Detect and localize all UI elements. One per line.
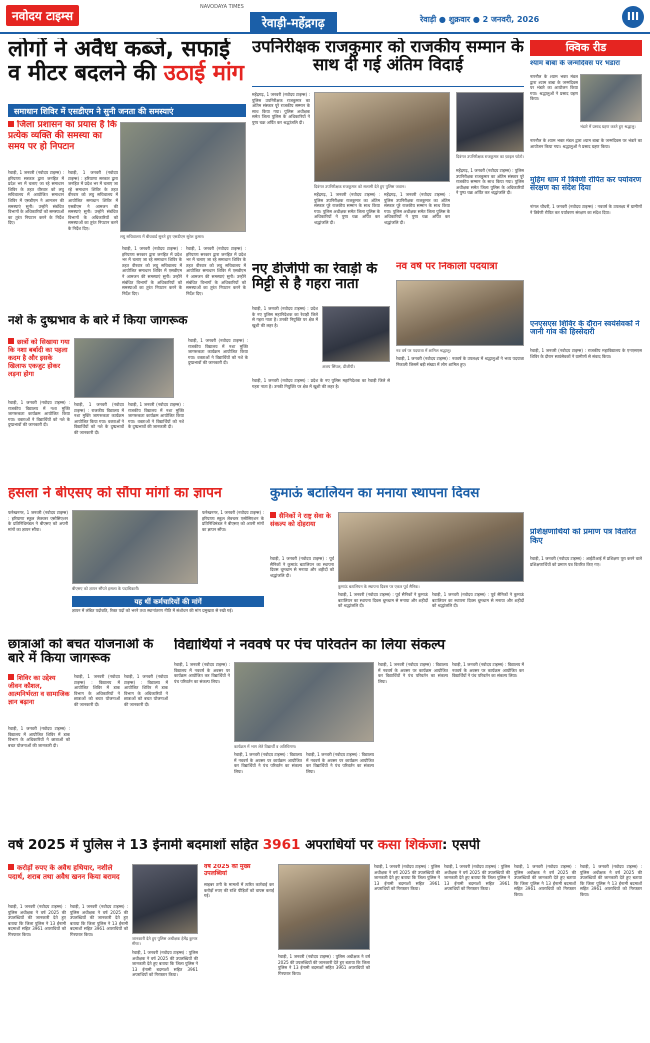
padyatra-body: रेवाड़ी, 1 जनवरी (नवोदय टाइम्स) : नववर्ष के उपलक्ष्य में श्रद्धालुओं ने भव्य पदयात्रा निकाली जिसमें बड़ी संख्या में लोग शामिल हुए। bbox=[396, 356, 524, 367]
police-headline-accent: कसा शिकंजा bbox=[377, 838, 443, 853]
vidyarthi-photo bbox=[234, 662, 374, 742]
vidyarthi-body-col5: रेवाड़ी, 1 जनवरी (नवोदय टाइम्स) : विद्यालय में नववर्ष के अवसर पर कार्यक्रम आयोजित कर विद्यार्थियों ने पंच परिवर्तन का संकल्प लिया। bbox=[452, 662, 524, 679]
vidyarthi-headline: विद्यार्थियों ने नववर्ष पर पंच परिवर्तन का लिया संकल्प bbox=[174, 638, 446, 653]
top-story-body-col2: महेंद्रगढ़, 1 जनवरी (नवोदय टाइम्स) : पुलिस उपनिरीक्षक राजकुमार का अंतिम संस्कार पूरे राजकीय सम्मान के साथ किया गया। पुलिस अधीक्षक समेत जिला पुलिस के अधिकारियों ने पुष्प चक्र अर्पित कर श्रद्धांजलि दी। bbox=[314, 192, 380, 225]
vidyarthi-body-col3: रेवाड़ी, 1 जनवरी (नवोदय टाइम्स) : विद्यालय में नववर्ष के अवसर पर कार्यक्रम आयोजित कर विद्यार्थियों ने पंच परिवर्तन का संकल्प लिया। bbox=[306, 752, 374, 774]
police-box-body: साइबर ठगी के मामलों में त्वरित कार्रवाई कर करोड़ों रुपए की राशि पीड़ितों को वापस कराई गई। bbox=[204, 882, 274, 899]
police-body-col3: रेवाड़ी, 1 जनवरी (नवोदय टाइम्स) : पुलिस अधीक्षक ने वर्ष 2025 की उपलब्धियों की जानकारी देते हुए बताया कि जिला पुलिस ने 13 ईनामी बदमाशों सहित 3961 अपराधियों को गिरफ्तार किया। bbox=[132, 950, 198, 978]
top-story-photo bbox=[314, 92, 450, 182]
lead-body-col3: रेवाड़ी, 1 जनवरी (नवोदय टाइम्स) : हरियाणा सरकार द्वारा जनहित में प्रदेश भर में चलाए जा रहे समाधान शिविर के तहत वीरवार को लघु सचिवालय में आयोजित समाधान शिविर में एसडीएम ने आमजन की समस्याएं सुनी। उन्होंने संबंधित विभागों के अधिकारियों को समस्याओं का तुरंत निपटान करने के निर्देश दिए। bbox=[122, 246, 182, 296]
quick-read-title-2: मुहिम धाम में त्रिवेणी रोपित कर पर्यावरण संरक्षण का संदेश दिया bbox=[530, 176, 642, 193]
lead-photo bbox=[120, 122, 246, 232]
bullet-square-icon bbox=[8, 338, 14, 344]
quick-read-caption-1: भंडारे में प्रसाद ग्रहण करते हुए श्रद्धालु। bbox=[580, 124, 636, 129]
nasha-body-col3: रेवाड़ी, 1 जनवरी (नवोदय टाइम्स) : राजकीय विद्यालय में नशा मुक्ति जागरूकता कार्यक्रम आयोजित किया गया। वक्ताओं ने विद्यार्थियों को नशे के दुष्प्रभावों की जानकारी दी। bbox=[128, 402, 184, 430]
padyatra-photo bbox=[396, 280, 524, 346]
police-exhibit-photo bbox=[278, 864, 370, 950]
paper-name: नवोदय टाइम्स bbox=[6, 5, 79, 26]
police-body-col1: रेवाड़ी, 1 जनवरी (नवोदय टाइम्स) : पुलिस अधीक्षक ने वर्ष 2025 की उपलब्धियों की जानकारी देते हुए बताया कि जिला पुलिस ने 13 ईनामी बदमाशों सहित 3961 अपराधियों को गिरफ्तार किया। bbox=[8, 904, 66, 937]
police-headline-main: वर्ष 2025 में पुलिस ने 13 ईनामी बदमाशों सहित bbox=[8, 838, 259, 853]
padyatra-headline: नव वर्ष पर निकाली पदयात्रा bbox=[396, 262, 498, 272]
vidyarthi-body-col4: रेवाड़ी, 1 जनवरी (नवोदय टाइम्स) : विद्यालय में नववर्ष के अवसर पर कार्यक्रम आयोजित कर विद्यार्थियों ने पंच परिवर्तन का संकल्प लिया। bbox=[378, 662, 448, 684]
top-story-headline: उपनिरीक्षक राजकुमार को राजकीय सम्मान के साथ दी गई अंतिम विदाई bbox=[252, 38, 524, 74]
quick-read-body-2: नांगल चौधरी, 1 जनवरी (नवोदय टाइम्स) : नववर्ष के उपलक्ष्य में ग्रामीणों ने त्रिवेणी रोपित कर पर्यावरण संरक्षण का संदेश दिया। bbox=[530, 204, 642, 215]
dgp-body-col2: रेवाड़ी, 1 जनवरी (नवोदय टाइम्स) : प्रदेश के नए पुलिस महानिदेशक का रेवाड़ी जिले से गहरा नाता है। उनकी नियुक्ति पर क्षेत्र में खुशी की लहर है। bbox=[252, 378, 390, 389]
police-headline-number: 3961 bbox=[262, 838, 301, 853]
police-body-col6: रेवाड़ी, 1 जनवरी (नवोदय टाइम्स) : पुलिस अधीक्षक ने वर्ष 2025 की उपलब्धियों की जानकारी देते हुए बताया कि जिला पुलिस ने 13 ईनामी बदमाशों सहित 3961 अपराधियों को गिरफ्तार किया। bbox=[444, 864, 510, 892]
police-body-col2: रेवाड़ी, 1 जनवरी (नवोदय टाइम्स) : पुलिस अधीक्षक ने वर्ष 2025 की उपलब्धियों की जानकारी देते हुए बताया कि जिला पुलिस ने 13 ईनामी बदमाशों सहित 3961 अपराधियों को गिरफ्तार किया। bbox=[70, 904, 128, 937]
bea-body-col1: फर्रुखनगर, 1 जनवरी (नवोदय टाइम्स) : हरियाणा स्कूल लेक्चरर एसोसिएशन के प्रतिनिधिमंडल ने बीएसए को अपनी मांगों का ज्ञापन सौंपा। bbox=[8, 510, 68, 532]
police-subhead bbox=[8, 864, 128, 900]
police-portrait bbox=[132, 864, 198, 934]
lead-caption: लघु सचिवालय में बीचवार्ड सुनते हुए एसडीएम सुरेश कुमार। bbox=[120, 234, 205, 239]
kumaon-subhead bbox=[270, 512, 334, 552]
kumaon-photo bbox=[338, 512, 524, 582]
police-body-col5: रेवाड़ी, 1 जनवरी (नवोदय टाइम्स) : पुलिस अधीक्षक ने वर्ष 2025 की उपलब्धियों की जानकारी देते हुए बताया कि जिला पुलिस ने 13 ईनामी बदमाशों सहित 3961 अपराधियों को गिरफ्तार किया। bbox=[374, 864, 440, 892]
kumaon-subhead-text: सैनिकों ने राष्ट्र सेवा के संकल्प को दोहराया bbox=[270, 512, 331, 528]
police-headline bbox=[8, 838, 642, 860]
nasha-subhead bbox=[8, 338, 70, 396]
nasha-photo bbox=[74, 338, 174, 398]
nasha-body-col4: रेवाड़ी, 1 जनवरी (नवोदय टाइम्स) : राजकीय विद्यालय में नशा मुक्ति जागरूकता कार्यक्रम आयोजित किया गया। वक्ताओं ने विद्यार्थियों को नशे के दुष्प्रभावों की जानकारी दी। bbox=[188, 338, 248, 366]
lead-strip: समाधान शिविर में एसडीएम ने सुनी जनता की समस्याएं bbox=[8, 104, 246, 117]
masthead bbox=[0, 0, 650, 34]
quick-read-title-4: प्रशिक्षणार्थियों को प्रमाण पत्र वितरित किए bbox=[530, 528, 637, 545]
bea-demands-strip: यह थीं कर्मचारियों की मांगें bbox=[72, 596, 264, 607]
quick-read-title-3: एनएसएस शिविर के दौरान स्वयंसेवकों ने जानी गांव की हिस्सेदारी bbox=[530, 320, 640, 337]
savings-subhead-text: शिविर का उद्देश्य जीवन कौशल, आत्मनिर्भरता व सामाजिक ज्ञान बढ़ाना bbox=[8, 674, 70, 706]
quick-read-body-1b: नारनौल के श्याम भक्त मंडल द्वारा श्याम बाबा के जन्मदिवस पर भंडारे का आयोजन किया गया। श्रद्धालुओं ने प्रसाद ग्रहण किया। bbox=[530, 138, 642, 149]
police-headline-mid: अपराधियों पर bbox=[305, 838, 374, 853]
lead-body-col2: रेवाड़ी, 1 जनवरी (नवोदय टाइम्स) : हरियाणा सरकार द्वारा जनहित में प्रदेश भर में चलाए जा रहे समाधान शिविर के तहत वीरवार को लघु सचिवालय में आयोजित समाधान शिविर में एसडीएम ने आमजन की समस्याएं सुनी। उन्होंने संबंधित विभागों के अधिकारियों को समस्याओं का तुरंत निपटान करने के निर्देश दिए। bbox=[68, 170, 118, 231]
top-story-body-col4: महेंद्रगढ़, 1 जनवरी (नवोदय टाइम्स) : पुलिस उपनिरीक्षक राजकुमार का अंतिम संस्कार पूरे राजकीय सम्मान के साथ किया गया। पुलिस अधीक्षक समेत जिला पुलिस के अधिकारियों ने पुष्प चक्र अर्पित कर श्रद्धांजलि दी। bbox=[456, 168, 524, 196]
quick-read-photo-1 bbox=[580, 74, 642, 122]
police-body-col7: रेवाड़ी, 1 जनवरी (नवोदय टाइम्स) : पुलिस अधीक्षक ने वर्ष 2025 की उपलब्धियों की जानकारी देते हुए बताया कि जिला पुलिस ने 13 ईनामी बदमाशों सहित 3961 अपराधियों को गिरफ्तार किया। bbox=[514, 864, 576, 897]
nasha-subhead-text: छात्रों को सिखाया गया कि नशा बर्बादी का पहला कदम है और इसके खिलाफ एकजुट होकर लड़ना होगा bbox=[8, 338, 70, 378]
top-story-portrait-caption: दिवंगत उपनिरीक्षक राजकुमार का फ़ाइल फोटो। bbox=[456, 154, 524, 159]
page-number: III bbox=[622, 6, 644, 28]
police-caption: जानकारी देते हुए पुलिस अधीक्षक हेमेंद्र कुमार मीणा। bbox=[132, 936, 198, 946]
kumaon-body-col1: रेवाड़ी, 1 जनवरी (नवोदय टाइम्स) : पूर्व सैनिकों ने कुमाऊं बटालियन का स्थापना दिवस धूमधाम से मनाया और शहीदों को श्रद्धांजलि दी। bbox=[270, 556, 334, 578]
vidyarthi-caption: कार्यक्रम में भाग लेते विद्यार्थी व अतिथिगण। bbox=[234, 744, 297, 749]
top-story-rule bbox=[252, 86, 524, 87]
savings-body-col1: रेवाड़ी, 1 जनवरी (नवोदय टाइम्स) : विद्यालय में आयोजित शिविर में डाक विभाग के अधिकारियों ने छात्राओं को बचत योजनाओं की जानकारी दी। bbox=[8, 726, 70, 748]
dgp-caption: अजय सिंघल, डीजीपी। bbox=[322, 364, 355, 369]
dgp-body-col1: रेवाड़ी, 1 जनवरी (नवोदय टाइम्स) : प्रदेश के नए पुलिस महानिदेशक का रेवाड़ी जिले से गहरा नाता है। उनकी नियुक्ति पर क्षेत्र में खुशी की लहर है। bbox=[252, 306, 318, 328]
quick-read-body-1: नारनौल के श्याम भक्त मंडल द्वारा श्याम बाबा के जन्मदिवस पर भंडारे का आयोजन किया गया। श्रद्धालुओं ने प्रसाद ग्रहण किया। bbox=[530, 74, 578, 102]
edition-label: रेवाड़ी-महेंद्रगढ़ bbox=[250, 12, 337, 33]
police-body-col8: रेवाड़ी, 1 जनवरी (नवोदय टाइम्स) : पुलिस अधीक्षक ने वर्ष 2025 की उपलब्धियों की जानकारी देते हुए बताया कि जिला पुलिस ने 13 ईनामी बदमाशों सहित 3961 अपराधियों को गिरफ्तार किया। bbox=[580, 864, 642, 897]
padyatra-caption: नव वर्ष पर पदयात्रा में शामिल श्रद्धालु। bbox=[396, 348, 452, 353]
top-story-portrait bbox=[456, 92, 524, 152]
quick-read-label: क्विक रीड bbox=[530, 40, 642, 56]
police-box-title: वर्ष 2025 की मुख्य उपलब्धियां bbox=[204, 864, 251, 877]
savings-body-col2: रेवाड़ी, 1 जनवरी (नवोदय टाइम्स) : विद्यालय में आयोजित शिविर में डाक विभाग के अधिकारियों ने छात्राओं को बचत योजनाओं की जानकारी दी। bbox=[74, 674, 120, 707]
bea-body-col2: फर्रुखनगर, 1 जनवरी (नवोदय टाइम्स) : हरियाणा स्कूल लेक्चरर एसोसिएशन के प्रतिनिधिमंडल ने बीएसए को अपनी मांगों का ज्ञापन सौंपा। bbox=[202, 510, 264, 532]
vidyarthi-body-col2: रेवाड़ी, 1 जनवरी (नवोदय टाइम्स) : विद्यालय में नववर्ष के अवसर पर कार्यक्रम आयोजित कर विद्यार्थियों ने पंच परिवर्तन का संकल्प लिया। bbox=[234, 752, 302, 774]
bullet-square-icon bbox=[270, 512, 276, 518]
top-story-body-col3: महेंद्रगढ़, 1 जनवरी (नवोदय टाइम्स) : पुलिस उपनिरीक्षक राजकुमार का अंतिम संस्कार पूरे राजकीय सम्मान के साथ किया गया। पुलिस अधीक्षक समेत जिला पुलिस के अधिकारियों ने पुष्प चक्र अर्पित कर श्रद्धांजलि दी। bbox=[384, 192, 450, 225]
nasha-body-col2: रेवाड़ी, 1 जनवरी (नवोदय टाइम्स) : राजकीय विद्यालय में नशा मुक्ति जागरूकता कार्यक्रम आयोजित किया गया। वक्ताओं ने विद्यार्थियों को नशे के दुष्प्रभावों की जानकारी दी। bbox=[74, 402, 124, 435]
quick-read-body-4: रेवाड़ी, 1 जनवरी (नवोदय टाइम्स) : आईटीआई में प्रशिक्षण पूरा करने वाले प्रशिक्षणार्थियों को प्रमाण पत्र वितरित किए गए। bbox=[530, 556, 642, 567]
bullet-square-icon bbox=[8, 674, 14, 680]
police-body-col4: रेवाड़ी, 1 जनवरी (नवोदय टाइम्स) : पुलिस अधीक्षक ने वर्ष 2025 की उपलब्धियों की जानकारी देते हुए बताया कि जिला पुलिस ने 13 ईनामी बदमाशों सहित 3961 अपराधियों को गिरफ्तार किया। bbox=[278, 954, 370, 976]
lead-body-col4: रेवाड़ी, 1 जनवरी (नवोदय टाइम्स) : हरियाणा सरकार द्वारा जनहित में प्रदेश भर में चलाए जा रहे समाधान शिविर के तहत वीरवार को लघु सचिवालय में आयोजित समाधान शिविर में एसडीएम ने आमजन की समस्याएं सुनी। उन्होंने संबंधित विभागों के अधिकारियों को समस्याओं का तुरंत निपटान करने के निर्देश दिए। bbox=[186, 246, 246, 296]
lead-body-col1: रेवाड़ी, 1 जनवरी (नवोदय टाइम्स) : हरियाणा सरकार द्वारा जनहित में प्रदेश भर में चलाए जा रहे समाधान शिविर के तहत वीरवार को लघु सचिवालय में आयोजित समाधान शिविर में एसडीएम ने आमजन की समस्याएं सुनी। उन्होंने संबंधित विभागों के अधिकारियों को समस्याओं का तुरंत निपटान करने के निर्देश दिए। bbox=[8, 170, 64, 226]
lead-headline-main: लोगों ने अवैध कब्जे, सफाई व मीटर बदलने की bbox=[8, 38, 230, 86]
bullet-square-icon bbox=[8, 121, 14, 127]
bea-demands-body: ज्ञापन में लंबित पदोन्नति, रिक्त पदों को भरने तथा स्थानांतरण नीति में संशोधन की मांग प्रमुखता से रखी गई। bbox=[72, 608, 234, 613]
site-label: NAVODAYA TIMES bbox=[200, 4, 244, 10]
police-headline-tail: : एसपी bbox=[442, 838, 480, 853]
dgp-headline: नए डीजीपी का रेवाड़ी के मिट्टी से है गहरा नाता bbox=[252, 262, 378, 293]
savings-headline: छात्राओं को बचत योजनाओं के बारे में किया जागरूक bbox=[8, 638, 154, 667]
quick-read-body-3: रेवाड़ी, 1 जनवरी (नवोदय टाइम्स) : राजकीय महाविद्यालय के एनएसएस शिविर के दौरान स्वयंसेवकों ने ग्रामीणों से संवाद किया। bbox=[530, 348, 642, 359]
lead-headline-accent: उठाई मांग bbox=[163, 60, 245, 86]
bea-photo bbox=[72, 510, 198, 584]
bullet-square-icon bbox=[8, 864, 14, 870]
bea-headline: हसला ने बीएसए को सौंपा मांगों का ज्ञापन bbox=[8, 486, 222, 501]
lead-headline bbox=[8, 38, 246, 102]
nasha-headline: नशे के दुष्प्रभाव के बारे में किया जागरूक bbox=[8, 314, 188, 327]
nasha-body-col1: रेवाड़ी, 1 जनवरी (नवोदय टाइम्स) : राजकीय विद्यालय में नशा मुक्ति जागरूकता कार्यक्रम आयोजित किया गया। वक्ताओं ने विद्यार्थियों को नशे के दुष्प्रभावों की जानकारी दी। bbox=[8, 400, 70, 428]
dgp-portrait bbox=[322, 306, 390, 362]
lead-subhead-text: जिला प्रशासन का प्रयास है कि प्रत्येक व्यक्ति की समस्या का समय पर हो निपटान bbox=[8, 120, 117, 152]
top-story-caption: दिवंगत उपनिरीक्षक राजकुमार को सलामी देते हुए पुलिस जवान। bbox=[314, 184, 406, 189]
savings-subhead bbox=[8, 674, 70, 722]
kumaon-body-col2: रेवाड़ी, 1 जनवरी (नवोदय टाइम्स) : पूर्व सैनिकों ने कुमाऊं बटालियन का स्थापना दिवस धूमधाम से मनाया और शहीदों को श्रद्धांजलि दी। bbox=[338, 592, 428, 609]
kumaon-headline: कुमाऊं बटालियन का मनाया स्थापना दिवस bbox=[270, 486, 480, 501]
dateline: रेवाड़ी ● शुक्रवार ● 2 जनवरी, 2026 bbox=[420, 15, 540, 24]
lead-subhead bbox=[8, 120, 118, 166]
kumaon-body-col3: रेवाड़ी, 1 जनवरी (नवोदय टाइम्स) : पूर्व सैनिकों ने कुमाऊं बटालियन का स्थापना दिवस धूमधाम से मनाया और शहीदों को श्रद्धांजलि दी। bbox=[432, 592, 524, 609]
police-subhead-text: करोड़ों रुपए के अवैध हथियार, नशीले पदार्थ, शराब तथा अवैध खनन किया बरामद bbox=[8, 864, 120, 881]
top-story-body-col1: महेंद्रगढ़, 1 जनवरी (नवोदय टाइम्स) : पुलिस उपनिरीक्षक राजकुमार का अंतिम संस्कार पूरे राजकीय सम्मान के साथ किया गया। पुलिस अधीक्षक समेत जिला पुलिस के अधिकारियों ने पुष्प चक्र अर्पित कर श्रद्धांजलि दी। bbox=[252, 92, 310, 125]
savings-body-col3: रेवाड़ी, 1 जनवरी (नवोदय टाइम्स) : विद्यालय में आयोजित शिविर में डाक विभाग के अधिकारियों ने छात्राओं को बचत योजनाओं की जानकारी दी। bbox=[124, 674, 168, 707]
vidyarthi-body-col1: रेवाड़ी, 1 जनवरी (नवोदय टाइम्स) : विद्यालय में नववर्ष के अवसर पर कार्यक्रम आयोजित कर विद्यार्थियों ने पंच परिवर्तन का संकल्प लिया। bbox=[174, 662, 230, 684]
bea-caption: बीएसए को ज्ञापन सौंपते हसला के पदाधिकारी। bbox=[72, 586, 140, 591]
quick-read-title-1: श्याम बाबा के जन्मदिवस पर भंडारा bbox=[530, 60, 620, 67]
kumaon-caption: कुमाऊं बटालियन के स्थापना दिवस पर एकत्र पूर्व सैनिक। bbox=[338, 584, 420, 589]
